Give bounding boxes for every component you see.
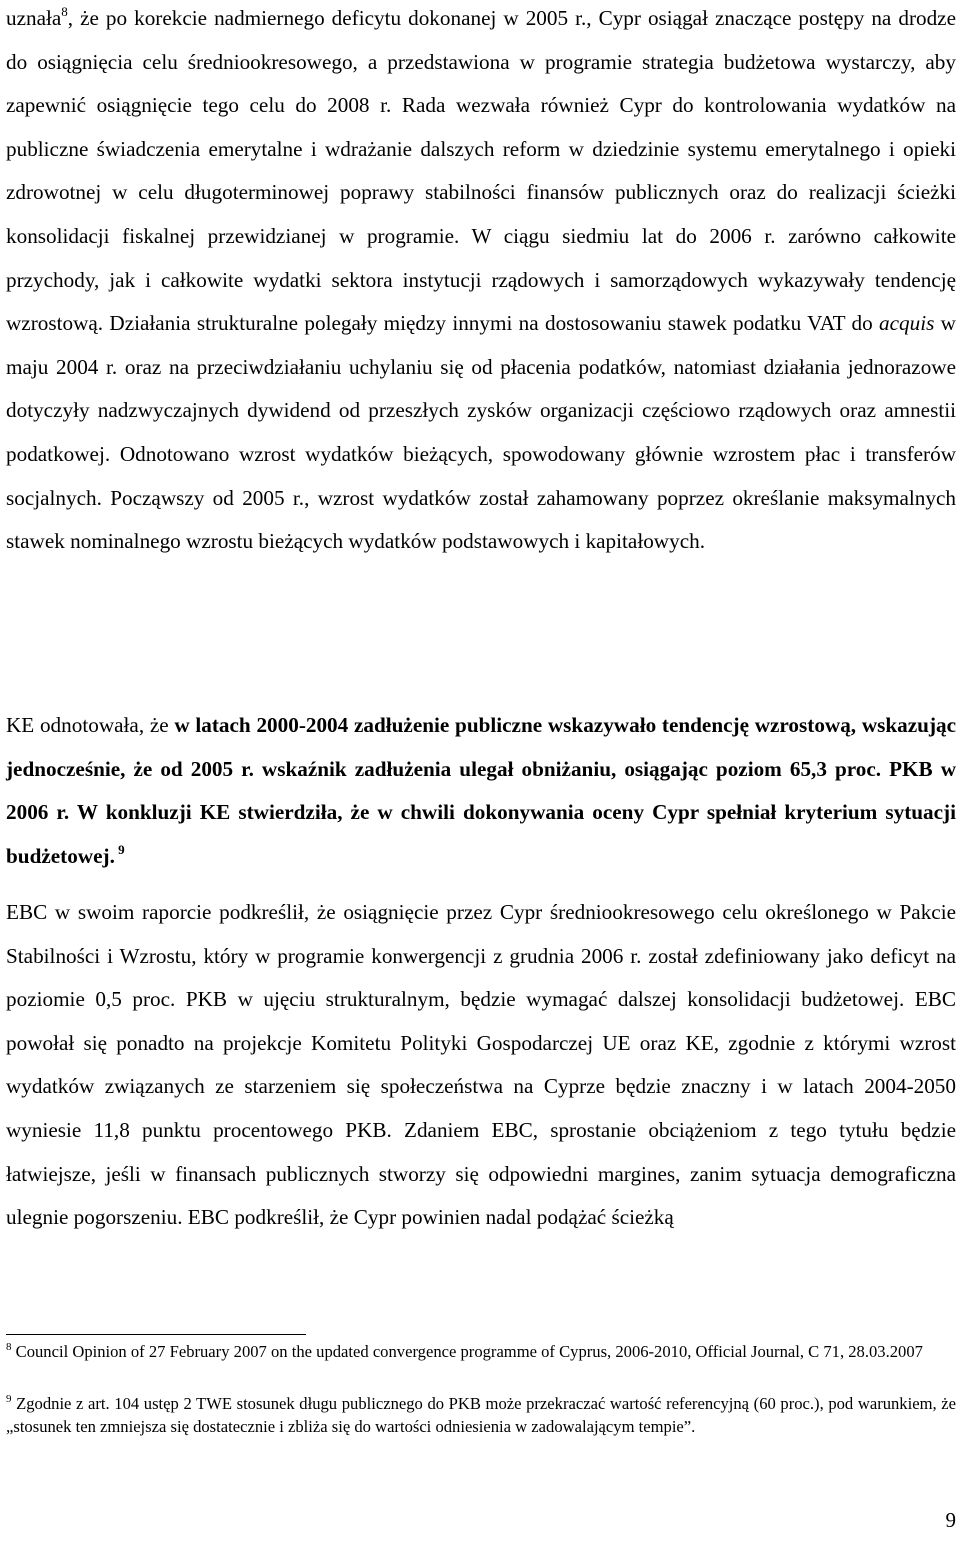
paragraph-cyprus-council-opinion — [6, 0, 956, 564]
paragraph-text-start: uznała — [6, 6, 62, 30]
footnote-separator — [6, 1334, 306, 1335]
page-number: 9 — [945, 1508, 956, 1532]
footnote-ref-9[interactable]: 9 — [114, 841, 125, 857]
paragraph-ke-debt-assessment — [6, 704, 956, 878]
paragraph-ecb-report: EBC w swoim raporcie podkreślił, że osiągnięcie przez Cypr średniookresowego celu określonego w Pakcie Stabilności i Wzrostu, który w programie konwergencji z grudnia 2006 r. został zdefiniowany jako deficyt na poziomie 0,5 proc. PKB w ujęciu strukturalnym, będzie wymagać dalszej konsolidacji budżetowej. EBC powołał się ponadto na projekcje Komitetu Polityki Gospodarczej UE oraz KE, zgodnie z którymi wzrost wydatków związanych ze starzeniem się społeczeństwa na Cyprze będzie znaczny i w latach 2004-2050 wyniesie 11,8 punktu procentowego PKB. Zdaniem EBC, sprostanie obciążeniom z tego tytułu będzie łatwiejsze, jeśli w finansach publicznych stworzy się odpowiedni margines, zanim sytuacja demograficzna ulegnie pogorszeniu. EBC podkreślił, że Cypr powinien nadal podążać ścieżką — [6, 900, 956, 1230]
footnote-number: 9 — [6, 1393, 12, 1405]
footnote-number: 8 — [6, 1341, 12, 1353]
italic-term-acquis: acquis — [879, 311, 935, 336]
paragraph-text-middle: , że po korekcie nadmiernego deficytu dokonanej w 2005 r., Cypr osiągał znaczące postępy na drodze do osiągnięcia celu średniookresowego, a przedstawiona w programie strategia budżetowa wystarczy, aby zapewnić osiągnięcie tego celu do 2008 r. Rada wezwała również Cypr do kontrolowania wydatków na publiczne świadczenia emerytalne i wdrażanie dalszych reform w dziedzinie systemu emerytalnego i opieki zdrowotnej w celu długoterminowej poprawy stabilności finansów publicznych oraz do realizacji ścieżki konsolidacji fiskalnej przewidzianej w programie. W ciągu siedmiu lat do 2006 r. zarówno całkowite przychody, jak i całkowite wydatki sektora instytucji rządowych i samorządowych wykazywały tendencję wzrostową. Działania strukturalne polegały między innymi na dostosowaniu stawek podatku VAT do — [6, 6, 956, 336]
footnote-9 — [6, 1392, 956, 1438]
footnote-8 — [6, 1340, 956, 1363]
paragraph-text-end: w maju 2004 r. oraz na przeciwdziałaniu uchylaniu się od płacenia podatków, natomiast działania jednorazowe dotyczyły nadzwyczajnych dywidend od przeszłych zysków organizacji częściowo rządowych oraz amnestii podatkowej. Odnotowano wzrost wydatków bieżących, spowodowany głównie wzrostem płac i transferów socjalnych. Począwszy od 2005 r., wzrost wydatków został zahamowany poprzez określanie maksymalnych stawek nominalnego wzrostu bieżących wydatków podstawowych i kapitałowych. — [6, 311, 956, 554]
footnote-text: Zgodnie z art. 104 ustęp 2 TWE stosunek długu publicznego do PKB może przekraczać wartość referencyjną (60 proc.), pod warunkiem, że „stosunek ten zmniejsza się dostatecznie i zbliża się do wartości odniesienia w zadowalającym tempie”. — [6, 1394, 956, 1436]
footnote-ref-8[interactable]: 8 — [61, 4, 68, 19]
paragraph-text-lead: KE odnotowała, że — [6, 713, 175, 737]
footnote-text: Council Opinion of 27 February 2007 on the updated convergence programme of Cyprus, 2006-2010, Official Journal, C 71, 28.03.2007 — [11, 1342, 923, 1361]
bold-conclusion-text: w latach 2000-2004 zadłużenie publiczne wskazywało tendencję wzrostową, wskazując jednocześnie, że od 2005 r. wskaźnik zadłużenia ulegał obniżaniu, osiągając poziom 65,3 proc. PKB w 2006 r. W konkluzji KE stwierdziła, że w chwili dokonywania oceny Cypr spełniał kryterium sytuacji budżetowej. — [6, 713, 956, 868]
